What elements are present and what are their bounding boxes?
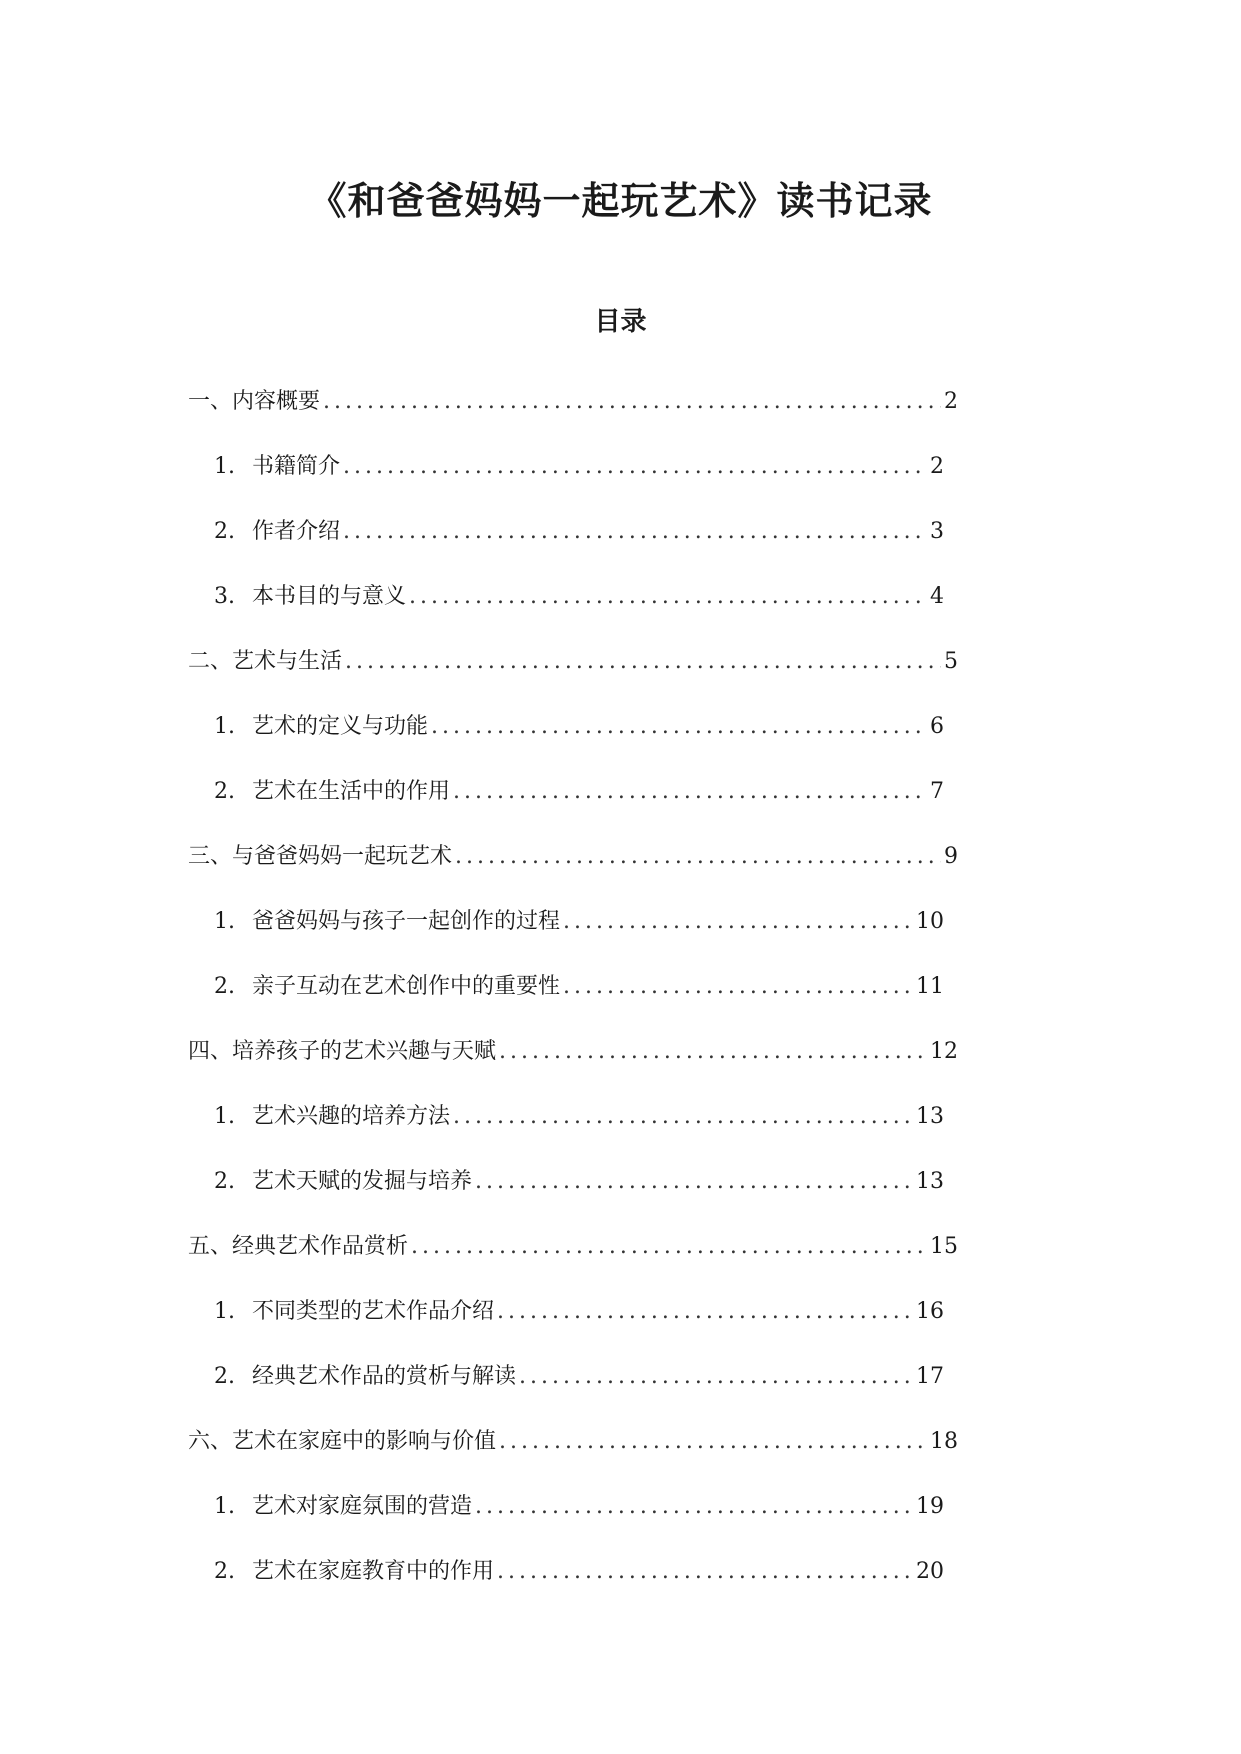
toc-page-number: 4: [930, 584, 944, 609]
toc-page-number: 12: [930, 1039, 958, 1064]
toc-entry-5[interactable]: [188, 1227, 958, 1292]
toc-leader-dots: [411, 1227, 927, 1267]
toc-leader-dots: [453, 772, 927, 812]
toc-page-number: 13: [916, 1104, 944, 1129]
toc-entry-label: 三、与爸爸妈妈一起玩艺术: [188, 844, 453, 869]
toc-leader-dots: [497, 1292, 913, 1332]
toc-entry-number: 2.: [214, 1364, 235, 1389]
toc-entry-4-2[interactable]: [188, 1162, 958, 1227]
toc-entry-6-1[interactable]: [188, 1487, 958, 1552]
toc-page-number: 2: [944, 389, 958, 414]
toc-entry-label: 六、艺术在家庭中的影响与价值: [188, 1429, 497, 1454]
toc-entry-6-2[interactable]: [188, 1552, 958, 1617]
toc-entry-label: 艺术天赋的发掘与培养: [252, 1169, 473, 1194]
toc-page-number: 19: [916, 1494, 944, 1519]
toc-page-number: 17: [916, 1364, 944, 1389]
toc-entry-label: 亲子互动在艺术创作中的重要性: [252, 974, 561, 999]
toc-leader-dots: [475, 1487, 913, 1527]
toc-page-number: 2: [930, 454, 944, 479]
toc-page-number: 13: [916, 1169, 944, 1194]
toc-entry-number: 2.: [214, 974, 235, 999]
toc-leader-dots: [431, 707, 927, 747]
toc-entry-5-2[interactable]: [188, 1357, 958, 1422]
toc-leader-dots: [499, 1032, 927, 1072]
toc-entry-number: 2.: [214, 1559, 235, 1584]
toc-entry-number: 1.: [214, 1104, 235, 1129]
toc-entry-6[interactable]: [188, 1422, 958, 1487]
toc-entry-label: 本书目的与意义: [252, 584, 407, 609]
toc-leader-dots: [409, 577, 927, 617]
table-of-contents: [188, 382, 958, 1617]
toc-leader-dots: [499, 1422, 927, 1462]
toc-entry-label: 艺术在生活中的作用: [252, 779, 451, 804]
toc-entry-label: 爸爸妈妈与孩子一起创作的过程: [252, 909, 561, 934]
toc-entry-label: 经典艺术作品的赏析与解读: [252, 1364, 517, 1389]
toc-page-number: 18: [930, 1429, 958, 1454]
toc-entry-number: 1.: [214, 454, 235, 479]
toc-leader-dots: [343, 447, 927, 487]
toc-page-number: 9: [944, 844, 958, 869]
toc-leader-dots: [563, 902, 913, 942]
toc-leader-dots: [345, 642, 941, 682]
toc-entry-number: 1.: [214, 909, 235, 934]
toc-entry-label: 五、经典艺术作品赏析: [188, 1234, 409, 1259]
toc-entry-2-1[interactable]: [188, 707, 958, 772]
toc-entry-number: 1.: [214, 714, 235, 739]
toc-page-number: 16: [916, 1299, 944, 1324]
toc-page-number: 11: [916, 974, 944, 999]
toc-entry-label: 四、培养孩子的艺术兴趣与天赋: [188, 1039, 497, 1064]
toc-entry-label: 作者介绍: [252, 519, 341, 544]
toc-leader-dots: [343, 512, 927, 552]
document-title: 《和爸爸妈妈一起玩艺术》读书记录: [308, 178, 933, 224]
toc-page-number: 20: [916, 1559, 944, 1584]
toc-entry-4-1[interactable]: [188, 1097, 958, 1162]
toc-page-number: 10: [916, 909, 944, 934]
toc-entry-1-2[interactable]: [188, 512, 958, 577]
toc-entry-number: 1.: [214, 1299, 235, 1324]
toc-entry-1-1[interactable]: [188, 447, 958, 512]
toc-page-number: 3: [930, 519, 944, 544]
toc-entry-number: 2.: [214, 1169, 235, 1194]
toc-leader-dots: [497, 1552, 913, 1592]
toc-page-number: 15: [930, 1234, 958, 1259]
toc-leader-dots: [323, 382, 941, 422]
toc-entry-1-3[interactable]: [188, 577, 958, 642]
toc-leader-dots: [519, 1357, 913, 1397]
toc-entry-number: 2.: [214, 519, 235, 544]
toc-entry-label: 艺术对家庭氛围的营造: [252, 1494, 473, 1519]
toc-entry-label: 二、艺术与生活: [188, 649, 343, 674]
toc-page-number: 6: [930, 714, 944, 739]
toc-entry-label: 一、内容概要: [188, 389, 321, 414]
toc-heading: 目录: [594, 306, 647, 337]
toc-entry-2-2[interactable]: [188, 772, 958, 837]
toc-leader-dots: [563, 967, 913, 1007]
toc-entry-1[interactable]: [188, 382, 958, 447]
toc-entry-3-2[interactable]: [188, 967, 958, 1032]
toc-entry-label: 艺术的定义与功能: [252, 714, 429, 739]
toc-entry-4[interactable]: [188, 1032, 958, 1097]
toc-entry-5-1[interactable]: [188, 1292, 958, 1357]
toc-leader-dots: [453, 1097, 913, 1137]
toc-entry-3[interactable]: [188, 837, 958, 902]
toc-page-number: 5: [944, 649, 958, 674]
toc-entry-label: 艺术在家庭教育中的作用: [252, 1559, 495, 1584]
toc-entry-number: 2.: [214, 779, 235, 804]
toc-entry-number: 1.: [214, 1494, 235, 1519]
toc-entry-label: 书籍简介: [252, 454, 341, 479]
toc-page-number: 7: [930, 779, 944, 804]
toc-entry-number: 3.: [214, 584, 235, 609]
toc-leader-dots: [455, 837, 941, 877]
toc-entry-2[interactable]: [188, 642, 958, 707]
toc-entry-label: 不同类型的艺术作品介绍: [252, 1299, 495, 1324]
toc-entry-label: 艺术兴趣的培养方法: [252, 1104, 451, 1129]
toc-leader-dots: [475, 1162, 913, 1202]
toc-entry-3-1[interactable]: [188, 902, 958, 967]
